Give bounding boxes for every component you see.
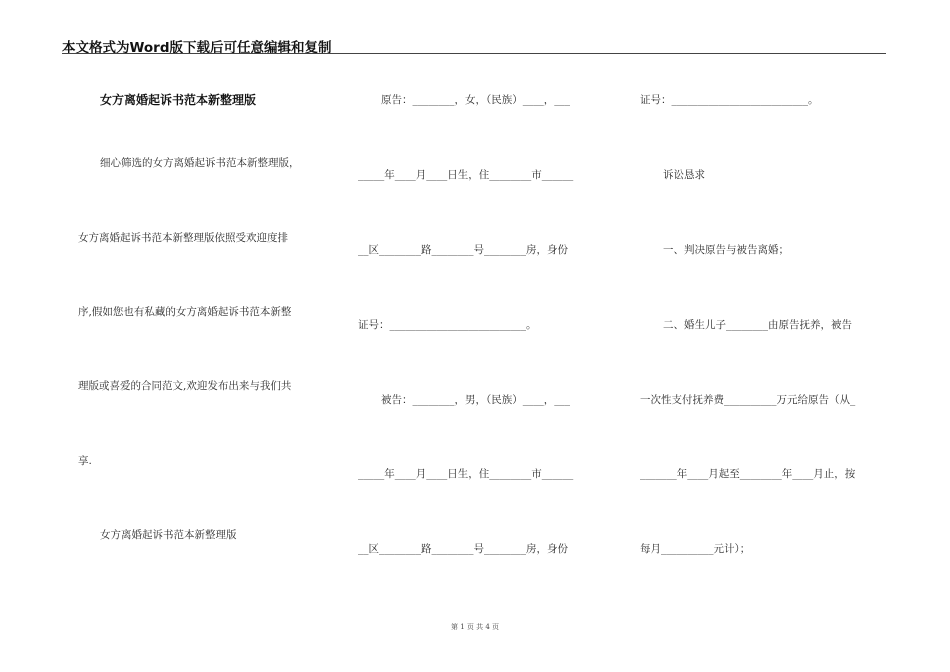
- right-line-1: 证号：__________________________。: [640, 94, 819, 106]
- left-line-5: 享.: [78, 455, 92, 467]
- document-header: 本文格式为Word版下载后可任意编辑和复制: [62, 40, 332, 56]
- right-line-5: 一次性支付抚养费__________万元给原告（从_: [640, 394, 856, 406]
- right-line-2: 诉讼恳求: [663, 169, 705, 181]
- page-number: 第 1 页 共 4 页: [450, 623, 500, 631]
- middle-line-1: 原告：________，女，（民族）____，___: [381, 94, 570, 106]
- left-line-1: 细心筛选的女方离婚起诉书范本新整理版，: [100, 157, 300, 169]
- header-divider: [62, 53, 886, 54]
- left-title: 女方离婚起诉书范本新整理版: [100, 93, 257, 107]
- right-line-6: _______年____月起至________年____月止，按: [640, 468, 856, 480]
- middle-line-3: __区________路________号________房，身份: [358, 244, 568, 256]
- right-line-7: 每月__________元计）；: [640, 543, 751, 555]
- middle-line-2: _____年____月____日生，住________市______: [358, 169, 574, 181]
- middle-line-5: 被告：________，男，（民族）____，___: [381, 394, 570, 406]
- right-line-4: 二、婚生儿子________由原告抚养，被告: [663, 319, 852, 331]
- left-line-3: 序,假如您也有私藏的女方离婚起诉书范本新整: [78, 306, 292, 318]
- left-line-4: 理版或喜爱的合同范文,欢迎发布出来与我们共: [78, 380, 292, 392]
- left-line-2: 女方离婚起诉书范本新整理版依照受欢迎度排: [78, 232, 288, 244]
- left-line-6: 女方离婚起诉书范本新整理版: [100, 529, 237, 541]
- middle-line-6: _____年____月____日生，住________市______: [358, 468, 574, 480]
- middle-line-4: 证号：__________________________。: [358, 319, 537, 331]
- middle-line-7: __区________路________号________房，身份: [358, 543, 568, 555]
- right-line-3: 一、判决原告与被告离婚；: [663, 244, 789, 256]
